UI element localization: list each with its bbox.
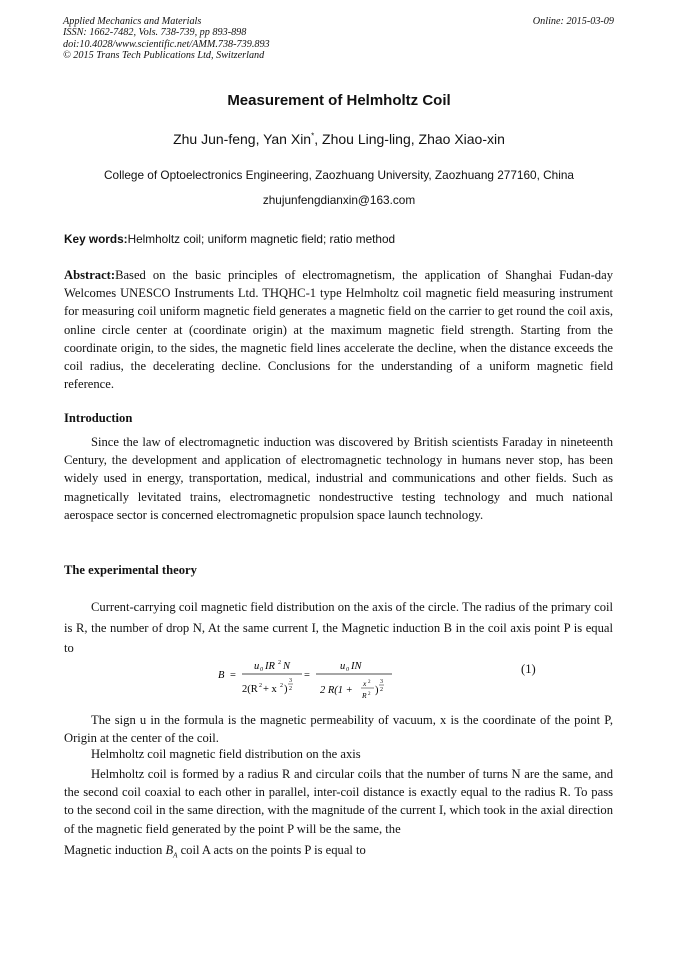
eq-den2-frac-num-sup: 2 <box>368 680 371 685</box>
eq-num1-sub: 0 <box>260 667 263 673</box>
issn-line: ISSN: 1662-7482, Vols. 738-739, pp 893-898 <box>63 27 247 39</box>
doi-line: doi:10.4028/www.scientific.net/AMM.738-739.893 <box>63 38 270 50</box>
theory-paragraph-1: Current-carrying coil magnetic field distribution on the axis of the circle. The radius of the primary coil is R, the number of drop N, At the same current I, the Magnetic induction B in the coil axis point P is equal to <box>64 600 613 655</box>
eq-num1-ir: IR <box>265 661 275 672</box>
eq-num2-in: IN <box>351 661 362 672</box>
journal-header <box>63 16 614 62</box>
abstract-label: Abstract: <box>64 268 116 282</box>
eq-sign-2: = <box>304 670 310 681</box>
authors-rest: , Zhou Ling-ling, Zhao Xiao-xin <box>314 131 505 147</box>
keywords-text: Helmholtz coil; uniform magnetic field; ratio method <box>127 232 396 246</box>
author-list <box>0 131 678 147</box>
online-date: Online: 2015-03-09 <box>532 16 614 27</box>
author-email[interactable]: zhujunfengdianxin@163.com <box>262 193 416 207</box>
theory-heading: The experimental theory <box>64 563 197 577</box>
eq-den1-sup1: 2 <box>259 683 262 689</box>
eq-den1-sup2: 2 <box>280 683 283 689</box>
paper-title: Measurement of Helmholtz Coil <box>227 92 451 109</box>
eq-den1-exp-num: 3 <box>289 678 292 684</box>
eq-num1-u: u <box>254 661 260 672</box>
abstract <box>64 266 613 393</box>
theory-paragraph-5 <box>64 843 366 860</box>
eq-den2-exp-den: 2 <box>380 687 383 693</box>
theory-subheading: Helmholtz coil magnetic field distribution on the axis <box>91 747 361 761</box>
eq-num1-sup: 2 <box>278 660 281 666</box>
eq-den2-frac-den: R <box>362 691 367 700</box>
eq-lhs: B <box>218 670 225 681</box>
eq-den2-frac-num: x <box>363 679 367 688</box>
keywords-label: Key words: <box>64 232 128 246</box>
keywords <box>64 232 395 246</box>
eq-num2-sub: 0 <box>346 667 349 673</box>
eq-den1-b: + x <box>263 684 277 695</box>
eq-num1-n: N <box>283 661 291 672</box>
eq-den2-c: ) <box>375 685 379 696</box>
journal-name: Applied Mechanics and Materials <box>63 16 202 27</box>
p5-symbol: B <box>165 843 174 857</box>
abstract-text: Based on the basic principles of electromagnetism, the application of Shanghai Fudan-day Welcomes UNESCO Instruments Ltd. THQHC-1 type Helmholtz coil magnetic field measuring instrument for measuring coil uniform magnetic field generates a magnetic field on the carrier to get round the coil axis, online circle center at (coordinate origin) at the maximum magnetic field strength. Starting from the coordinate origin, to the sides, the magnetic field lines accelerate the decline, when the distance exceeds the coil radius, the decelerating decline. Conclusions for the understanding of a uniform magnetic field reference. <box>64 268 613 392</box>
p5-after: coil A acts on the points P is equal to <box>177 843 366 857</box>
eq-num2-u: u <box>340 661 346 672</box>
p5-sub: A <box>173 851 178 860</box>
introduction-paragraph: Since the law of electromagnetic induction was discovered by British scientists Faraday in nineteenth Century, the development and application of electromagnetic technology in humans never stop, has been widely used in energy, transportation, medical, industrial and communications and other fields. Such as magnetically levitated trains, electromagnetic nondestructive testing technology and much national aerospace sector is concerned electromagnetic propulsion space launch technology. <box>64 435 613 522</box>
eq-den2-frac-den-sup: 2 <box>368 692 371 697</box>
introduction-heading: Introduction <box>64 411 133 425</box>
authors-first: Zhu Jun-feng, Yan Xin <box>173 131 312 147</box>
eq-den2-exp-num: 3 <box>380 679 383 685</box>
eq-den1-exp-den: 2 <box>289 686 292 692</box>
theory-paragraph-2: The sign u in the formula is the magnetic permeability of vacuum, x is the coordinate of the point P, Origin at the center of the coil. <box>64 713 613 746</box>
equation-1 <box>216 658 396 702</box>
theory-paragraph-4: Helmholtz coil is formed by a radius R and circular coils that the number of turns N are the same, and the second coil coaxial to each other in parallel, inter-coil distance is exactly equal to the radius R. To pass to the second coil in the same direction, with the magnitude of the current I, which took in the axial direction of the magnetic field generated by the point P will be the same, the <box>64 767 613 836</box>
p5-before: Magnetic induction <box>64 843 166 857</box>
eq-den1-a: 2(R <box>242 684 258 695</box>
copyright-line: © 2015 Trans Tech Publications Ltd, Switzerland <box>63 50 265 62</box>
eq-sign-1: = <box>230 670 236 681</box>
eq-den1-c: ) <box>284 684 288 695</box>
equation-number: (1) <box>521 662 536 676</box>
corresponding-mark: * <box>311 131 315 141</box>
eq-den2-a: 2 R(1 + <box>320 685 353 696</box>
affiliation: College of Optoelectronics Engineering, Zaozhuang University, Zaozhuang 277160, China <box>104 168 574 182</box>
